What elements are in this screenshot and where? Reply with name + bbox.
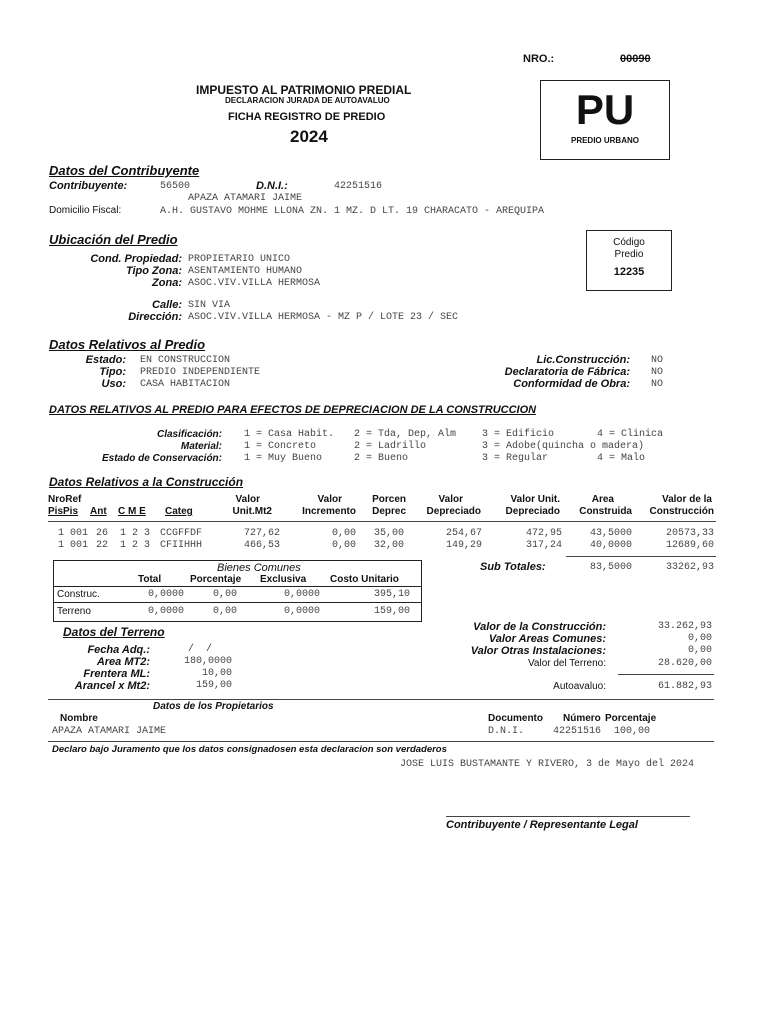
conservacion-2: 2 = Bueno (354, 453, 409, 464)
calle: SIN VIA (188, 300, 231, 311)
clasif-3: 3 = Edificio (482, 429, 555, 440)
year: 2024 (290, 127, 328, 146)
bienes-row1-costo: 395,10 (373, 589, 410, 600)
bienes-row2-total: 0,0000 (148, 606, 185, 617)
bienes-row2-costo: 159,00 (373, 606, 410, 617)
codigo-predio-box (586, 230, 672, 291)
bienes-row1-label: Construc. (57, 589, 100, 600)
row2-ref: 1 001 (58, 540, 89, 551)
propietarios-top-rule (48, 699, 714, 700)
codigo-label-2: Predio (614, 249, 644, 260)
row1-inc: 0,00 (331, 528, 356, 539)
signature-line (446, 816, 690, 817)
prop-porcentaje: 100,00 (614, 726, 651, 737)
valor-otras-inst: 0,00 (687, 645, 712, 656)
row1-porc: 35,00 (373, 528, 404, 539)
prop-h-documento: Documento (488, 713, 543, 724)
bienes-row1-total: 0,0000 (148, 589, 185, 600)
bienes-row1-excl: 0,0000 (284, 589, 321, 600)
dni-value: 42251516 (334, 181, 383, 192)
prop-nombre: APAZA ATAMARI JAIME (52, 726, 167, 737)
dni-label: D.N.I.: (256, 180, 288, 192)
section-terreno: Datos del Terreno (63, 625, 165, 639)
arancel: 159,00 (195, 680, 232, 691)
col-valor-dep-1: Valor (438, 494, 463, 505)
doc-title: IMPUESTO AL PATRIMONIO PREDIAL (196, 83, 412, 97)
conservacion-3: 3 = Regular (482, 453, 549, 464)
autoavaluo-rule (618, 674, 714, 675)
uso: CASA HABITACION (140, 379, 231, 390)
firma-label: Contribuyente / Representante Legal (446, 819, 638, 831)
fecha-adq: / / (188, 644, 213, 655)
col-area-2: Construida (579, 506, 632, 517)
col-vu-dep-1: Valor Unit. (510, 494, 560, 505)
valor-terreno-label: Valor del Terreno: (527, 658, 606, 669)
lugar-fecha: JOSE LUIS BUSTAMANTE Y RIVERO, 3 de Mayo del 2024 (400, 759, 695, 770)
col-nroref: NroRef (48, 494, 82, 505)
prop-documento: D.N.I. (488, 726, 525, 737)
conformidad-value: NO (651, 379, 664, 390)
row1-cme: 1 2 3 (120, 528, 151, 539)
subtotal-label: Sub Totales: (480, 561, 546, 573)
conservacion-label: Estado de Conservación: (101, 453, 222, 464)
row1-ant: 26 (96, 528, 109, 539)
bienes-row1-porc: 0,00 (213, 589, 238, 600)
row1-vu: 727,62 (243, 528, 280, 539)
lic-value: NO (651, 355, 664, 366)
row1-ref: 1 001 (58, 528, 89, 539)
row2-ant: 22 (96, 540, 109, 551)
conservacion-4: 4 = Malo (597, 453, 646, 464)
bienes-h-total: Total (138, 574, 162, 585)
valor-areas-comunes-label: Valor Areas Comunes: (488, 633, 606, 645)
col-vc-2: Construcción (649, 506, 714, 517)
doc-subtitle: DECLARACION JURADA DE AUTOAVALUO (225, 96, 390, 105)
col-porcen-1: Porcen (372, 494, 406, 505)
frentera-label: Frentera ML: (83, 668, 150, 680)
declaracion-jurada: Declaro bajo Juramento que los datos consignadosen esta declaracion son verdaderos (52, 744, 447, 755)
row2-inc: 0,00 (331, 540, 356, 551)
bienes-title: Bienes Comunes (217, 562, 301, 574)
material-3: 3 = Adobe(quincha o madera) (482, 441, 645, 452)
pu-letters: PU (575, 86, 635, 133)
material-1: 1 = Concreto (244, 441, 317, 452)
zona-label: Zona: (152, 277, 182, 289)
codigo-predio: 12235 (613, 266, 645, 278)
subtotal-rule (566, 556, 716, 557)
bienes-row2-porc: 0,00 (213, 606, 238, 617)
col-valor-dep-2: Depreciado (426, 506, 481, 517)
uso-label: Uso: (101, 378, 126, 390)
col-valor-unit-2: Unit.Mt2 (232, 506, 272, 517)
domicilio-value: A.H. GUSTAVO MOHME LLONA ZN. 1 MZ. D LT. 19 CHARACATO - AREQUIPA (160, 206, 545, 217)
valor-construccion: 33.262,93 (657, 621, 712, 632)
row1-vc: 20573,33 (665, 528, 714, 539)
section-relativos: Datos Relativos al Predio (49, 337, 206, 352)
direccion-label: Dirección: (128, 311, 182, 323)
col-porcen-2: Deprec (372, 506, 406, 517)
fabrica-label: Declaratoria de Fábrica: (504, 366, 630, 378)
row1-categ: CCGFFDF (160, 528, 203, 539)
propietarios-title: Datos de los Propietarios (153, 701, 274, 712)
valor-otras-inst-label: Valor Otras Instalaciones: (470, 645, 606, 657)
row2-vu: 466,53 (243, 540, 280, 551)
col-ant: Ant (90, 506, 107, 517)
ficha-title: FICHA REGISTRO DE PREDIO (228, 111, 386, 123)
contribuyente-name: APAZA ATAMARI JAIME (188, 193, 303, 204)
zona: ASOC.VIV.VILLA HERMOSA (188, 278, 321, 289)
bienes-h-porc: Porcentaje (190, 574, 242, 585)
valor-terreno: 28.620,00 (657, 658, 712, 669)
bienes-rule-2 (54, 602, 421, 603)
area-mt2-label: Area MT2: (96, 656, 150, 668)
material-2: 2 = Ladrillo (354, 441, 427, 452)
bienes-rule-1 (54, 586, 421, 587)
cond-propiedad-label: Cond. Propiedad: (90, 253, 182, 265)
subtotal-vc: 33262,93 (665, 562, 714, 573)
prop-h-porcentaje: Porcentaje (605, 713, 657, 724)
arancel-label: Arancel x Mt2: (74, 680, 150, 692)
row1-vd: 254,67 (445, 528, 482, 539)
conservacion-1: 1 = Muy Bueno (244, 453, 323, 464)
clasif-2: 2 = Tda, Dep, Alm (354, 429, 457, 440)
pu-box (540, 80, 670, 160)
domicilio-label: Domicilio Fiscal: (49, 205, 122, 216)
col-vu-dep-2: Depreciado (505, 506, 560, 517)
row2-cme: 1 2 3 (120, 540, 151, 551)
table-header-rule (48, 521, 716, 522)
valor-construccion-label: Valor de la Construcción: (473, 621, 606, 633)
clasif-4: 4 = Clinica (597, 429, 664, 440)
valor-areas-comunes: 0,00 (687, 633, 712, 644)
section-contribuyente: Datos del Contribuyente (49, 163, 200, 178)
prop-h-nombre: Nombre (60, 713, 98, 724)
tipo-label: Tipo: (99, 366, 126, 378)
autoavaluo: 61.882,93 (657, 681, 712, 692)
lic-label: Lic.Construcción: (536, 354, 630, 366)
frentera: 10,00 (201, 668, 232, 679)
area-mt2: 180,0000 (183, 656, 232, 667)
subtotal-area: 83,5000 (589, 562, 632, 573)
pu-caption: PREDIO URBANO (570, 136, 639, 145)
autoavaluo-label: Autoavaluo: (553, 681, 606, 692)
calle-label: Calle: (152, 299, 182, 311)
col-categ: Categ (165, 506, 193, 517)
conformidad-label: Conformidad de Obra: (513, 378, 630, 390)
row1-vud: 472,95 (525, 528, 562, 539)
tipo-zona-label: Tipo Zona: (125, 265, 182, 277)
col-area-1: Area (591, 494, 614, 505)
contribuyente-label: Contribuyente: (49, 180, 128, 192)
col-valor-inc-1: Valor (317, 494, 342, 505)
tipo: PREDIO INDEPENDIENTE (140, 367, 261, 378)
nro-value: 00090 (620, 53, 651, 65)
bienes-h-costo: Costo Unitario (330, 574, 399, 585)
cond-propiedad: PROPIETARIO UNICO (188, 254, 291, 265)
clasif-1: 1 = Casa Habit. (244, 429, 335, 440)
col-valor-inc-2: Incremento (302, 506, 356, 517)
col-valor-unit-1: Valor (235, 494, 260, 505)
row2-categ: CFIIHHH (160, 540, 203, 551)
fecha-adq-label: Fecha Adq.: (87, 644, 150, 656)
row2-vc: 12689,60 (665, 540, 714, 551)
bienes-row2-label: Terreno (57, 606, 91, 617)
codigo-label-1: Código (613, 237, 645, 248)
bienes-row2-excl: 0,0000 (284, 606, 321, 617)
nro-label: NRO.: (523, 53, 555, 65)
col-cme: C M E (118, 506, 146, 517)
row2-porc: 32,00 (373, 540, 404, 551)
tipo-zona: ASENTAMIENTO HUMANO (188, 266, 303, 277)
estado: EN CONSTRUCCION (140, 355, 231, 366)
row2-vud: 317,24 (525, 540, 562, 551)
row1-area: 43,5000 (589, 528, 632, 539)
bienes-h-excl: Exclusiva (260, 574, 307, 585)
row2-area: 40,0000 (589, 540, 632, 551)
fabrica-value: NO (651, 367, 664, 378)
estado-label: Estado: (85, 354, 126, 366)
prop-h-numero: Número (563, 713, 601, 724)
section-ubicacion: Ubicación del Predio (49, 232, 178, 247)
bienes-comunes-box (53, 560, 422, 622)
row2-vd: 149,29 (445, 540, 482, 551)
section-depreciacion: DATOS RELATIVOS AL PREDIO PARA EFECTOS DE DEPRECIACION DE LA CONSTRUCCION (49, 404, 537, 416)
prop-numero: 42251516 (553, 726, 602, 737)
clasificacion-label: Clasificación: (156, 429, 222, 440)
section-construccion: Datos Relativos a la Construcción (49, 475, 244, 489)
col-pispis: PisPis (48, 506, 79, 517)
material-label: Material: (180, 441, 222, 452)
col-vc-1: Valor de la (661, 494, 712, 505)
contribuyente-code: 56500 (160, 181, 191, 192)
propietarios-bottom-rule (48, 741, 714, 742)
direccion: ASOC.VIV.VILLA HERMOSA - MZ P / LOTE 23 / SEC (188, 312, 459, 323)
